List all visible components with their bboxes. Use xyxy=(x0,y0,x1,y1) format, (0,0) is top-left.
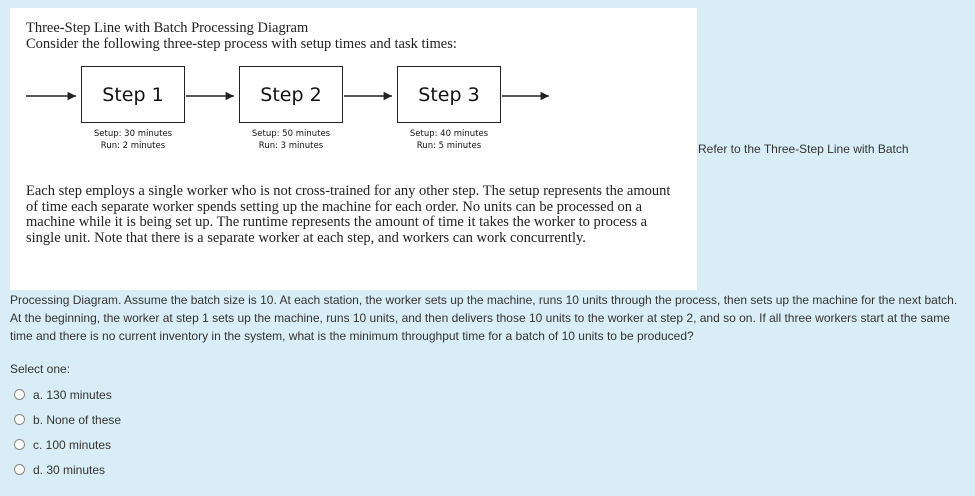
figure-title-line1: Three-Step Line with Batch Processing Diagram xyxy=(26,20,309,36)
step-1-setup: Setup: 30 minutes xyxy=(93,129,173,139)
question-text: Processing Diagram. Assume the batch size is 10. At each station, the worker sets up the machine, runs 10 units through the process, then sets up the machine for the next batch. At the beginning, the worker at step 1 sets up the machine, runs 10 units, and then delivers those 10 units to the worker at step 2, and so on. If all three workers start at the same time and there is no current inventory in the system, what is the minimum throughput time for a batch of 10 units to be produced? xyxy=(10,293,958,343)
figure-title-line2: Consider the following three-step process with setup times and task times: xyxy=(26,36,457,52)
step-1-box: Step 1 xyxy=(81,66,185,123)
option-b[interactable] xyxy=(14,407,121,432)
process-diagram-figure xyxy=(10,8,697,290)
option-b-radio[interactable] xyxy=(14,414,25,425)
step-2-box: Step 2 xyxy=(239,66,343,123)
option-d[interactable] xyxy=(14,457,121,482)
step-1-caption xyxy=(63,128,203,152)
option-b-label[interactable]: b. None of these xyxy=(33,412,122,427)
step-3-setup: Setup: 40 minutes xyxy=(409,129,489,139)
step-2-caption xyxy=(221,128,361,152)
option-c-label[interactable]: c. 100 minutes xyxy=(33,437,112,452)
figure-body-text: Each step employs a single worker who is not cross-trained for any other step. The setup represents the amount of time each separate worker spends setting up the machine for each order. No units can be processed on a machine while it is being set up. The runtime represents the amount of time it takes the worker to process a single unit. Note that there is a separate worker at each step, and workers can work concurrently. xyxy=(26,183,671,246)
step-3-box: Step 3 xyxy=(397,66,501,123)
option-a[interactable] xyxy=(14,382,121,407)
step-3-caption xyxy=(379,128,519,152)
option-a-radio[interactable] xyxy=(14,389,25,400)
question-intro-text: Refer to the Three-Step Line with Batch xyxy=(698,142,909,156)
option-c-radio[interactable] xyxy=(14,439,25,450)
option-d-label[interactable]: d. 30 minutes xyxy=(33,462,106,477)
option-c[interactable] xyxy=(14,432,121,457)
step-2-run: Run: 3 minutes xyxy=(258,141,324,151)
option-d-radio[interactable] xyxy=(14,464,25,475)
option-a-label[interactable]: a. 130 minutes xyxy=(33,387,112,402)
step-1-run: Run: 2 minutes xyxy=(100,141,166,151)
answer-options xyxy=(14,382,121,482)
three-step-diagram xyxy=(10,8,697,178)
step-3-run: Run: 5 minutes xyxy=(416,141,482,151)
step-2-setup: Setup: 50 minutes xyxy=(251,129,331,139)
select-one-label: Select one: xyxy=(10,362,71,376)
